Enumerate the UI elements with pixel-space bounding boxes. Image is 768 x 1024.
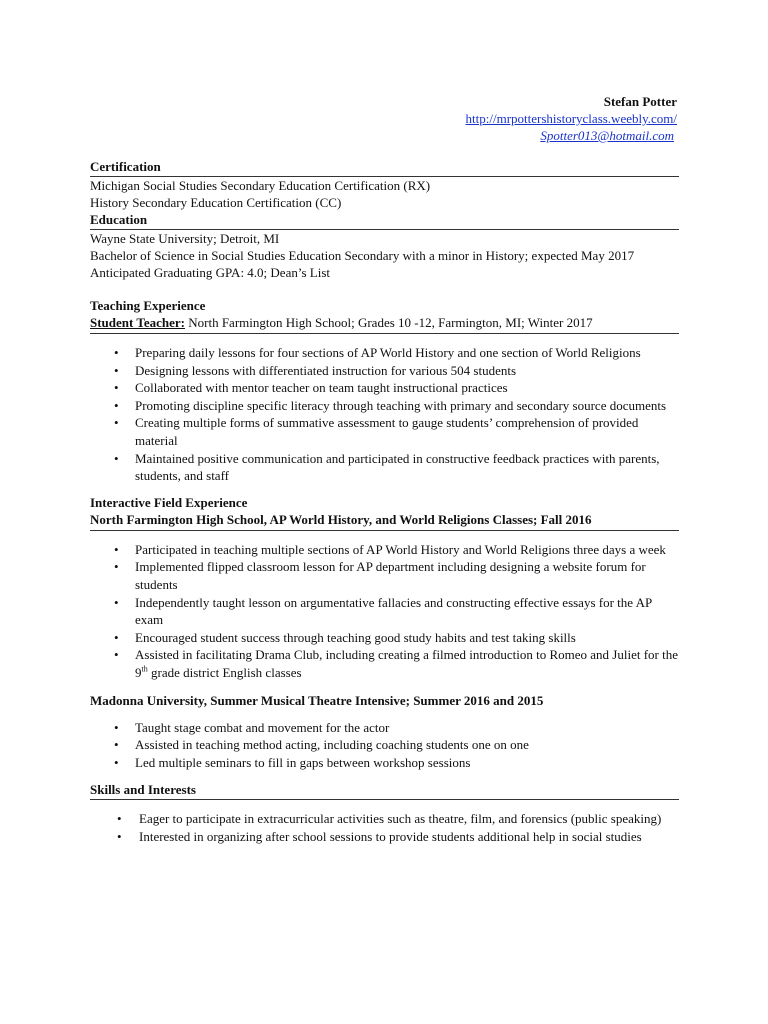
ordinal-suffix: th: [141, 664, 148, 674]
education-line: Wayne State University; Detroit, MI: [90, 231, 280, 246]
certification-heading: Certification: [90, 158, 679, 177]
teaching-heading: Teaching Experience: [90, 298, 206, 313]
skills-bullets: [90, 810, 679, 845]
list-item: • Encouraged student success through teaching good study habits and test taking skills: [90, 629, 679, 647]
education-line: Anticipated Graduating GPA: 4.0; Dean’s List: [90, 265, 330, 280]
field-bullets: [90, 541, 679, 682]
resume-body: [90, 158, 679, 845]
list-item: • Creating multiple forms of summative assessment to gauge students’ comprehension of provided material: [90, 414, 679, 449]
bullet-text: Assisted in facilitating Drama Club, including creating a filmed introduction to Romeo and Juliet for the 9: [135, 647, 678, 680]
list-item: • Promoting discipline specific literacy through teaching with primary and secondary source documents: [90, 397, 679, 415]
certification-line: History Secondary Education Certification (CC): [90, 195, 342, 210]
field-experience-subheading: North Farmington High School, AP World History, and World Religions Classes; Fall 2016: [90, 511, 679, 531]
student-teacher-detail: North Farmington High School; Grades 10 -12, Farmington, MI; Winter 2017: [184, 315, 593, 330]
certification-line: Michigan Social Studies Secondary Education Certification (RX): [90, 178, 431, 193]
applicant-name: Stefan Potter: [603, 94, 677, 109]
website-link[interactable]: http://mrpottershistoryclass.weebly.com/: [465, 111, 677, 126]
skills-heading: Skills and Interests: [90, 781, 679, 800]
madonna-heading: Madonna University, Summer Musical Theatre Intensive; Summer 2016 and 2015: [90, 692, 544, 708]
list-item: • Assisted in teaching method acting, including coaching students one on one: [90, 736, 679, 754]
list-item: [90, 646, 679, 681]
list-item: • Participated in teaching multiple sections of AP World History and World Religions three days a week: [90, 541, 679, 559]
list-item: • Independently taught lesson on argumentative fallacies and constructing effective essays for the AP exam: [90, 594, 679, 629]
bullet-text: grade district English classes: [147, 664, 302, 680]
list-item: • Collaborated with mentor teacher on team taught instructional practices: [90, 379, 679, 397]
list-item: • Designing lessons with differentiated instruction for various 504 students: [90, 362, 679, 380]
list-item: • Eager to participate in extracurricular activities such as theatre, film, and forensics (public speaking): [90, 810, 679, 828]
list-item: • Preparing daily lessons for four sections of AP World History and one section of World Religions: [90, 344, 679, 362]
madonna-bullets: [90, 719, 679, 772]
education-heading: Education: [90, 211, 679, 230]
teaching-bullets: [90, 344, 679, 485]
list-item: • Implemented flipped classroom lesson for AP department including designing a website forum for students: [90, 558, 679, 593]
student-teacher-label: Student Teacher:: [90, 315, 185, 330]
list-item: • Taught stage combat and movement for the actor: [90, 719, 679, 737]
education-line: Bachelor of Science in Social Studies Education Secondary with a minor in History; expected May 2017: [90, 248, 635, 263]
list-item: • Led multiple seminars to fill in gaps between workshop sessions: [90, 754, 679, 772]
list-item: • Maintained positive communication and participated in constructive feedback practices with parents, students, and staff: [90, 450, 679, 485]
contact-header: [466, 93, 677, 144]
email-link[interactable]: Spotter013@hotmail.com: [540, 128, 674, 143]
list-item: • Interested in organizing after school sessions to provide students additional help in social studies: [90, 828, 679, 846]
field-experience-heading: Interactive Field Experience: [90, 494, 248, 510]
student-teacher-line: [90, 314, 679, 334]
